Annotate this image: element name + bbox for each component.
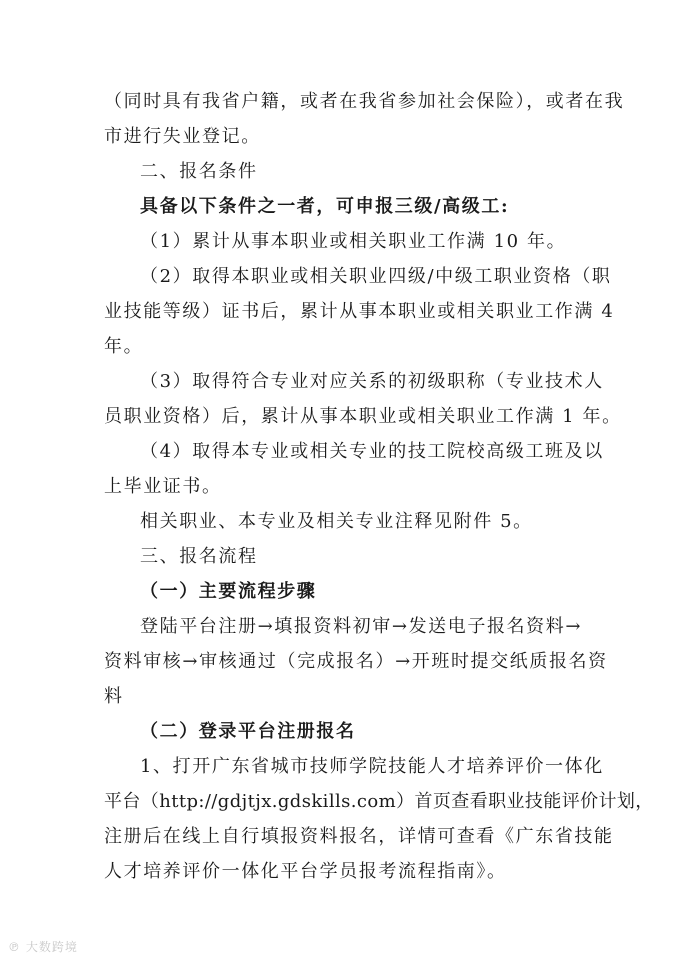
paragraph-line: 注册后在线上自行填报资料报名，详情可查看《广东省技能: [104, 826, 614, 847]
paragraph-line: 市进行失业登记。: [104, 126, 261, 147]
list-item: （2）取得本职业或相关职业四级/中级工职业资格（职: [140, 266, 612, 287]
paragraph-line: 相关职业、本专业及相关专业注释见附件 5。: [140, 511, 533, 532]
paragraph-line: 料: [104, 686, 124, 707]
paragraph-line: 年。: [104, 336, 144, 357]
paragraph-line: 登陆平台注册→填报资料初审→发送电子报名资料→: [140, 616, 583, 637]
list-item: （3）取得符合专业对应关系的初级职称（专业技术人: [140, 371, 604, 392]
paragraph-line: 1、打开广东省城市技师学院技能人才培养评价一体化: [140, 756, 604, 777]
subsection-heading: （二）登录平台注册报名: [140, 721, 356, 742]
paragraph-line: 上毕业证书。: [104, 476, 222, 497]
paragraph-line: 资料审核→审核通过（完成报名）→开班时提交纸质报名资: [104, 651, 608, 672]
section-heading: 三、报名流程: [140, 546, 258, 567]
list-item: （4）取得本专业或相关专业的技工院校高级工班及以: [140, 441, 604, 462]
paragraph-line: 人才培养评价一体化平台学员报考流程指南》。: [104, 861, 507, 882]
section-heading: 二、报名条件: [140, 161, 258, 182]
watermark-logo: ℗ 大数跨境: [8, 940, 78, 954]
paragraph-line: （同时具有我省户籍，或者在我省参加社会保险），或者在我: [104, 91, 625, 112]
paragraph-line: 平台（http://gdjtjx.gdskills.com）首页查看职业技能评价计划，: [104, 791, 654, 812]
paragraph-line: 员职业资格）后，累计从事本职业或相关职业工作满 1 年。: [104, 406, 622, 427]
paragraph-line: 业技能等级）证书后，累计从事本职业或相关职业工作满 4: [104, 301, 615, 322]
list-item: （1）累计从事本职业或相关职业工作满 10 年。: [140, 231, 567, 252]
subsection-heading: （一）主要流程步骤: [140, 581, 317, 602]
bold-statement: 具备以下条件之一者，可申报三级/高级工:: [140, 196, 510, 217]
